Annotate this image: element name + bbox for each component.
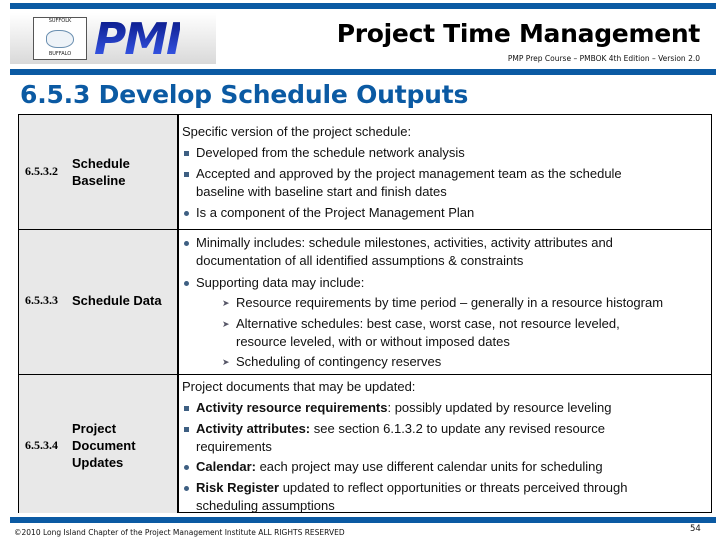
content-cell — [179, 375, 711, 513]
table-row-schedule-baseline — [19, 115, 711, 229]
list-item: Is a component of the Project Management Plan — [196, 204, 701, 222]
header-subtitle: PMP Prep Course – PMBOK 4th Edition – Version 2.0 — [507, 54, 700, 63]
table-row-project-document-updates — [19, 374, 711, 513]
arrow-bullet-icon: ➤ — [222, 319, 230, 329]
list-item: Developed from the schedule network analysis — [196, 144, 701, 162]
content-cell — [179, 115, 711, 229]
list-item: Supporting data may include: — [196, 274, 701, 292]
outputs-table — [18, 114, 712, 513]
square-bullet-icon — [184, 172, 189, 177]
list-item: Activity resource requirements: possibly updated by resource leveling — [196, 399, 701, 417]
section-number: 6.5.3.3 — [25, 293, 58, 307]
list-item: Risk Register updated to reflect opportunities or threats perceived through scheduling assumptions — [196, 479, 701, 515]
seal-top-text: SUFFOLK — [48, 18, 72, 24]
round-bullet-icon — [184, 241, 189, 246]
content-cell — [179, 230, 711, 375]
copyright-text: ©2010 Long Island Chapter of the Project Management Institute ALL RIGHTS RESERVED — [14, 528, 345, 537]
sub-list-item: ➤ Resource requirements by time period – generally in a resource histogram — [222, 295, 664, 310]
square-bullet-icon — [184, 427, 189, 432]
intro-text: Project documents that may be updated: — [182, 379, 416, 394]
label-cell — [19, 115, 179, 229]
sub-list-item: ➤ Scheduling of contingency reserves — [222, 354, 442, 369]
page-title: 6.5.3 Develop Schedule Outputs — [20, 80, 469, 109]
list-item: Accepted and approved by the project management team as the schedule baseline with baseline start and finish dates — [196, 165, 701, 201]
pmi-logo — [10, 13, 216, 64]
buffalo-icon — [46, 30, 74, 48]
list-item: Minimally includes: schedule milestones, activities, activity attributes and documentation of all identified assumptions & constraints — [196, 234, 701, 270]
section-name: Schedule Baseline — [72, 156, 130, 188]
page-number: 54 — [690, 524, 701, 534]
section-number: 6.5.3.4 — [25, 438, 58, 452]
top-rule — [10, 3, 716, 9]
square-bullet-icon — [184, 406, 189, 411]
round-bullet-icon — [184, 486, 189, 491]
chapter-seal-icon — [33, 17, 87, 60]
pmi-wordmark: PMI — [94, 14, 181, 65]
section-name: Project Document Updates — [72, 421, 136, 470]
footer-rule — [10, 517, 716, 523]
list-item: Calendar: each project may use different calendar units for scheduling — [196, 458, 701, 476]
intro-text: Specific version of the project schedule: — [182, 124, 412, 139]
arrow-bullet-icon: ➤ — [222, 298, 230, 308]
round-bullet-icon — [184, 211, 189, 216]
section-name: Schedule Data — [72, 293, 162, 308]
section-number: 6.5.3.2 — [25, 164, 58, 178]
round-bullet-icon — [184, 281, 189, 286]
sub-list-item: ➤ Alternative schedules: best case, worst case, not resource leveled, resource leveled, with or without imposed dates — [222, 316, 620, 349]
round-bullet-icon — [184, 465, 189, 470]
label-cell — [19, 375, 179, 513]
header-title: Project Time Management — [336, 19, 700, 48]
list-item: Activity attributes: see section 6.1.3.2 to update any revised resource requirements — [196, 420, 701, 456]
table-row-schedule-data — [19, 229, 711, 375]
label-cell — [19, 230, 179, 375]
seal-bottom-text: BUFFALO — [48, 51, 72, 57]
arrow-bullet-icon: ➤ — [222, 357, 230, 367]
square-bullet-icon — [184, 151, 189, 156]
header-rule — [10, 69, 716, 75]
